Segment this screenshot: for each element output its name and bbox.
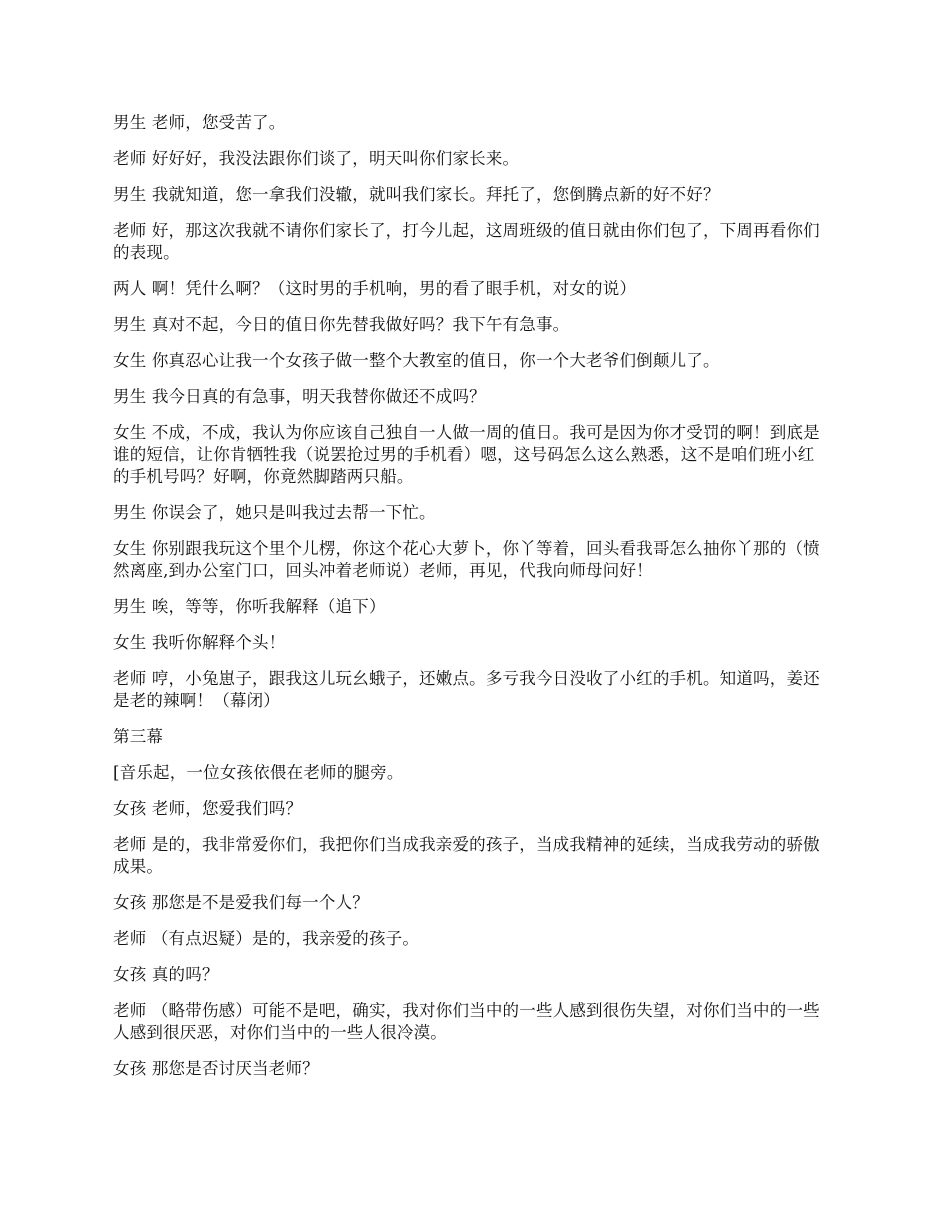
- paragraph: 女生 我听你解释个头！: [113, 633, 286, 652]
- paragraph: 女生 你真忍心让我一个女孩子做一整个大教室的值日，你一个大老爷们倒颠儿了。: [113, 351, 720, 370]
- paragraph: 老师 （略带伤感）可能不是吧，确实，我对你们当中的一些人感到很伤失望，对你们当中的一些人感到很厌恶，对你们当中的一些人很冷漠。: [113, 1001, 820, 1042]
- paragraph: 女生 不成，不成，我认为你应该自己独自一人做一周的值日。我可是因为你才受罚的啊！到底是谁的短信，让你肯牺牲我（说罢抢过男的手机看）嗯，这号码怎么这么熟悉，这不是咱们班小红的手机号吗？好啊，你竟然脚踏两只船。: [113, 423, 820, 486]
- paragraph: 老师 好，那这次我就不请你们家长了，打今儿起，这周班级的值日就由你们包了，下周再看你们的表现。: [113, 221, 820, 262]
- paragraph: 女生 你别跟我玩这个里个儿楞，你这个花心大萝卜，你丫等着，回头看我哥怎么抽你丫那的（愤然离座,到办公室门口，回头冲着老师说）老师，再见，代我向师母问好！: [113, 539, 820, 580]
- stage-direction: [音乐起，一位女孩依偎在老师的腿旁。: [113, 763, 404, 782]
- paragraph: 男生 唉，等等，你听我解释（追下）: [113, 597, 386, 616]
- paragraph: 老师 是的，我非常爱你们，我把你们当成我亲爱的孩子，当成我精神的延续，当成我劳动的骄傲成果。: [113, 835, 820, 876]
- document-body: [113, 112, 831, 1094]
- paragraph: 女孩 那您是否讨厌当老师？: [113, 1059, 319, 1078]
- paragraph: 女孩 那您是不是爱我们每一个人？: [113, 893, 369, 912]
- paragraph: 老师 （有点迟疑）是的，我亲爱的孩子。: [113, 929, 420, 948]
- paragraph: 男生 我就知道，您一拿我们没辙，就叫我们家长。拜托了，您倒腾点新的好不好？: [113, 185, 720, 204]
- paragraph: 女孩 老师，您爱我们吗？: [113, 799, 303, 818]
- paragraph: 男生 老师，您受苦了。: [113, 113, 286, 132]
- paragraph: 老师 好好好，我没法跟你们谈了，明天叫你们家长来。: [113, 149, 520, 168]
- paragraph: 老师 哼，小兔崽子，跟我这儿玩幺蛾子，还嫩点。多亏我今日没收了小红的手机。知道吗，姜还是老的辣啊！（幕闭）: [113, 669, 820, 710]
- paragraph: 两人 啊！凭什么啊？（这时男的手机响，男的看了眼手机，对女的说）: [113, 279, 637, 298]
- paragraph: 男生 我今日真的有急事，明天我替你做还不成吗？: [113, 387, 486, 406]
- paragraph: 男生 真对不起，今日的值日你先替我做好吗？我下午有急事。: [113, 315, 570, 334]
- paragraph: 男生 你误会了，她只是叫我过去帮一下忙。: [113, 503, 436, 522]
- scene-heading: 第三幕: [113, 727, 164, 746]
- paragraph: 女孩 真的吗？: [113, 965, 219, 984]
